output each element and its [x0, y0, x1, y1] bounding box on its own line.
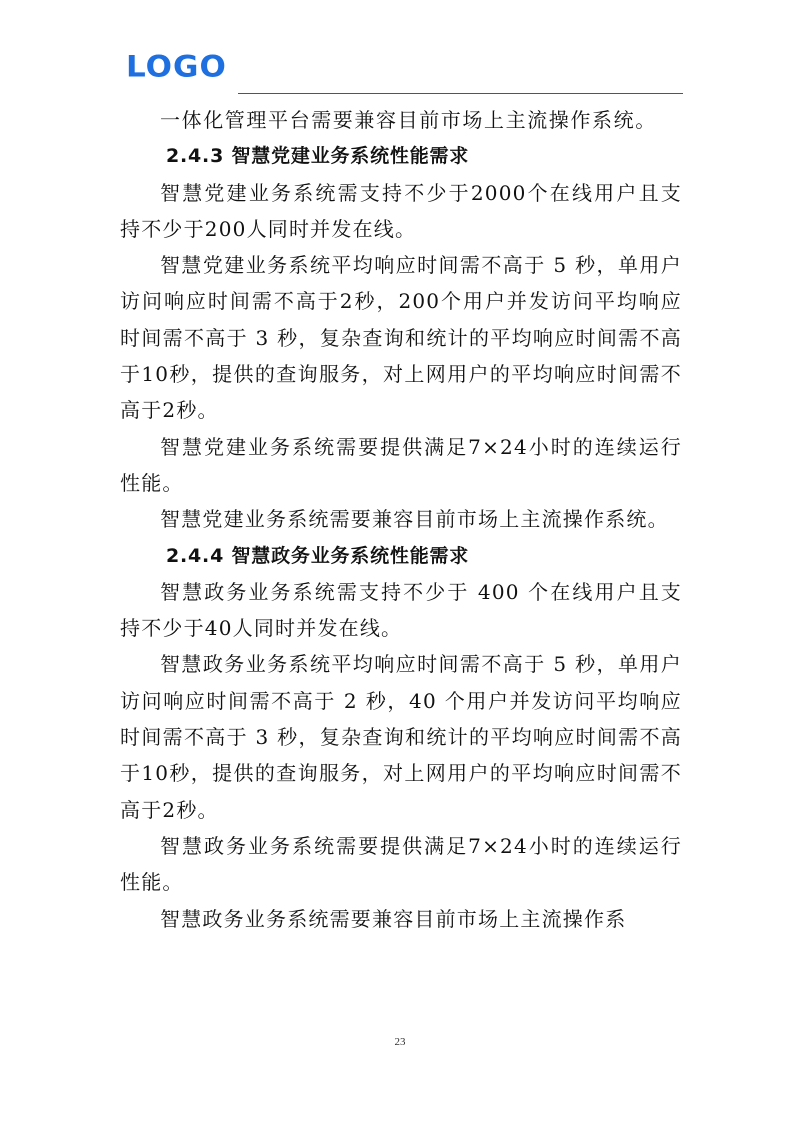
- logo: LOGO: [126, 50, 227, 85]
- section-heading-2-4-3: 2.4.3 智慧党建业务系统性能需求: [166, 145, 470, 168]
- paragraph-party-response: 智慧党建业务系统平均响应时间需不高于 5 秒，单用户访问响应时间需不高于2秒，200个用户并发访问平均响应时间需不高于 3 秒，复杂查询和统计的平均响应时间需不高于10秒，提供的查询服务，对上网用户的平均响应时间需不高于2秒。: [120, 253, 682, 423]
- section-heading-2-4-4: 2.4.4 智慧政务业务系统性能需求: [166, 544, 470, 567]
- paragraph-party-users: 智慧党建业务系统需支持不少于2000个在线用户且支持不少于200人同时并发在线。: [120, 180, 682, 241]
- header-divider: [238, 93, 683, 94]
- paragraph-gov-users: 智慧政务业务系统需支持不少于 400 个在线用户且支持不少于40人同时并发在线。: [120, 579, 682, 641]
- document-body: [120, 102, 682, 937]
- paragraph-gov-compat: 智慧政务业务系统需要兼容目前市场上主流操作系: [160, 906, 627, 931]
- paragraph-gov-response: 智慧政务业务系统平均响应时间需不高于 5 秒，单用户访问响应时间需不高于 2 秒，40 个用户并发访问平均响应时间需不高于 3 秒，复杂查询和统计的平均响应时间需不高于10秒，提供的查询服务，对上网用户的平均响应时间需不高于2秒。: [120, 652, 682, 822]
- paragraph-party-compat: 智慧党建业务系统需要兼容目前市场上主流操作系统。: [160, 507, 669, 532]
- paragraph-gov-availability: 智慧政务业务系统需要提供满足7×24小时的连续运行性能。: [120, 833, 682, 895]
- paragraph-party-availability: 智慧党建业务系统需要提供满足7×24小时的连续运行性能。: [120, 434, 682, 495]
- page-number: 23: [394, 1036, 406, 1048]
- paragraph-continuation: 一体化管理平台需要兼容目前市场上主流操作系统。: [160, 108, 657, 132]
